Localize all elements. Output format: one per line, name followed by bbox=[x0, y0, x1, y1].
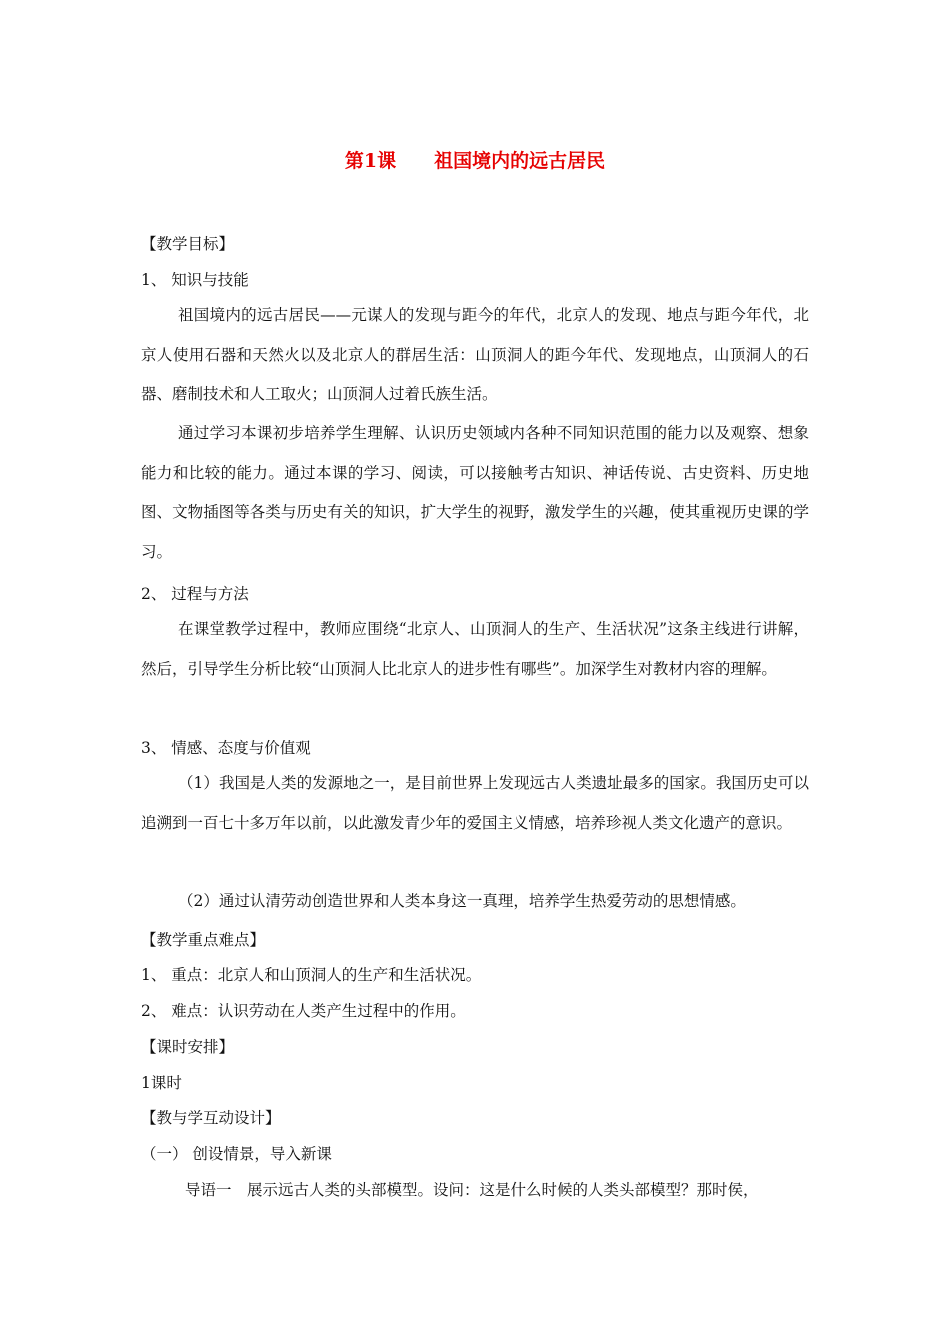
interaction-step-1: （一） 创设情景，导入新课 bbox=[141, 1145, 332, 1163]
difficulty-item: 2、 难点：认识劳动在人类产生过程中的作用。 bbox=[141, 1002, 466, 1020]
section-heading-goals: 【教学目标】 bbox=[141, 235, 235, 253]
paragraph-intro-1: 导语一 展示远古人类的头部模型。设问：这是什么时候的人类头部模型？那时侯， bbox=[185, 1181, 759, 1199]
subsection-heading-knowledge: 1、 知识与技能 bbox=[141, 271, 249, 289]
section-heading-interaction: 【教与学互动设计】 bbox=[141, 1109, 281, 1127]
section-heading-schedule: 【课时安排】 bbox=[141, 1038, 235, 1056]
paragraph-knowledge-1: 祖国境内的远古居民——元谋人的发现与距今的年代，北京人的发现、地点与距今年代，北京人使用石器和天然火以及北京人的群居生活：山顶洞人的距今年代、发现地点，山顶洞人的石器、磨制技术和人工取火；山顶洞人过着氏族生活。 bbox=[141, 306, 809, 403]
schedule-value: 1课时 bbox=[141, 1074, 182, 1092]
subsection-heading-process: 2、 过程与方法 bbox=[141, 585, 249, 603]
section-heading-key-points: 【教学重点难点】 bbox=[141, 931, 266, 949]
paragraph-knowledge-2: 通过学习本课初步培养学生理解、认识历史领域内各种不同知识范围的能力以及观察、想象能力和比较的能力。通过本课的学习、阅读，可以接触考古知识、神话传说、古史资料、历史地图、文物插图等各类与历史有关的知识，扩大学生的视野，激发学生的兴趣，使其重视历史课的学习。 bbox=[141, 424, 809, 561]
subsection-heading-values: 3、 情感、态度与价值观 bbox=[141, 739, 311, 757]
paragraph-values-2: （2）通过认清劳动创造世界和人类本身这一真理，培养学生热爱劳动的思想情感。 bbox=[178, 892, 746, 910]
paragraph-values-1: （1）我国是人类的发源地之一，是目前世界上发现远古人类遗址最多的国家。我国历史可以追溯到一百七十多万年以前，以此激发青少年的爱国主义情感，培养珍视人类文化遗产的意识。 bbox=[141, 774, 809, 832]
paragraph-process-1: 在课堂教学过程中，教师应围绕“北京人、山顶洞人的生产、生活状况”这条主线进行讲解，然后，引导学生分析比较“山顶洞人比北京人的进步性有哪些”。加深学生对教材内容的理解。 bbox=[141, 620, 809, 678]
page-title: 第1课 祖国境内的远古居民 bbox=[344, 150, 606, 172]
key-point-item: 1、 重点：北京人和山顶洞人的生产和生活状况。 bbox=[141, 966, 482, 984]
